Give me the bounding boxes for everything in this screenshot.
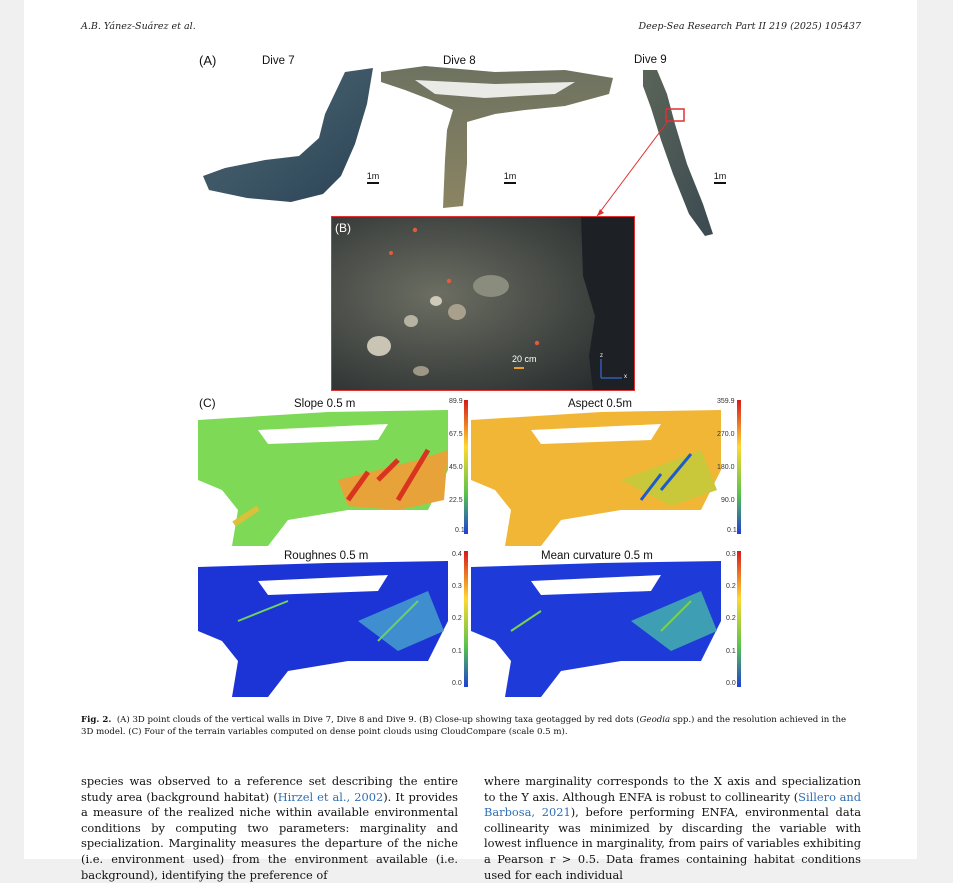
- panel-a-label: (A): [199, 53, 217, 68]
- roughness-colorbar: [464, 551, 468, 687]
- colorbar-tick: 45.0: [449, 464, 463, 471]
- dive-7-scale-bar: 1m: [365, 171, 381, 184]
- curvature-colorbar: [737, 551, 741, 687]
- dive-8-scale-bar: 1m: [502, 171, 518, 184]
- caption-text-2: spp.) and the resolution achieved in the 3D model. (C) Four of the terrain variables computed on dense point clouds using CloudCompare (scale 0.5 m).: [81, 715, 847, 737]
- dive-9-scale-bar: 1m: [712, 171, 728, 184]
- dive-9-point-cloud: [643, 70, 713, 236]
- colorbar-tick: 0.0: [452, 680, 462, 687]
- point-cloud-images: [195, 64, 735, 236]
- colorbar-tick: 0.0: [726, 680, 736, 687]
- colorbar-tick: 90.0: [721, 497, 735, 504]
- aspect-map: [471, 410, 726, 548]
- citation-hirzel-2002[interactable]: Hirzel et al., 2002: [277, 789, 384, 804]
- colorbar-tick: 0.1: [452, 648, 462, 655]
- colorbar-tick: 67.5: [449, 431, 463, 438]
- close-up-scale-label: 20 cm: [512, 354, 537, 364]
- body-column-left: [81, 774, 458, 883]
- dive-8-label: Dive 8: [443, 55, 476, 67]
- colorbar-tick: 0.3: [726, 551, 736, 558]
- colorbar-tick: 180.0: [717, 464, 735, 471]
- running-header-journal: Deep-Sea Research Part II 219 (2025) 105437: [638, 21, 861, 32]
- curvature-map: [471, 561, 726, 699]
- colorbar-tick: 0.1: [455, 527, 465, 534]
- body-right-text-1: where marginality corresponds to the X axis and specialization to the Y axis. Although ENFA is robust to collinearity (: [484, 774, 861, 804]
- aspect-map-title: Aspect 0.5m: [568, 398, 632, 410]
- colorbar-tick: 0.1: [727, 527, 737, 534]
- roughness-map: [198, 561, 453, 699]
- caption-label: Fig. 2.: [81, 715, 112, 725]
- roughness-map-title: Roughnes 0.5 m: [284, 550, 369, 562]
- caption-taxon: Geodia: [639, 715, 671, 725]
- colorbar-tick: 0.2: [726, 583, 736, 590]
- slope-map-title: Slope 0.5 m: [294, 398, 356, 410]
- body-left-text-2: ). It provides a measure of the realized niche within available environmental conditions by computing two parameters: marginality and specialization. Marginality measures the departure of the niche (i.e. environment used) from the environment available (i.e. background), identifying the preference of: [81, 789, 458, 882]
- slope-map: [198, 410, 453, 548]
- colorbar-tick: 0.2: [726, 615, 736, 622]
- body-right-text-2: ), before performing ENFA, environmental data collinearity was minimized by discarding the variable with lowest influence in marginality, from pairs of variables exhibiting a Pearson r > 0.5. Data frames containing habitat conditions used for each individual: [484, 805, 861, 882]
- colorbar-tick: 359.9: [717, 398, 735, 405]
- figure-caption: [81, 714, 861, 738]
- running-header-authors: A.B. Yánez-Suárez et al.: [81, 21, 196, 32]
- colorbar-tick: 270.0: [717, 431, 735, 438]
- colorbar-tick: 0.4: [452, 551, 462, 558]
- dive-7-label: Dive 7: [262, 55, 295, 67]
- citation-sillero-barbosa-2021[interactable]: Sillero and Barbosa, 2021: [484, 789, 861, 820]
- panel-c-label: (C): [199, 396, 216, 410]
- slope-colorbar: [464, 400, 468, 534]
- curvature-map-title: Mean curvature 0.5 m: [541, 550, 653, 562]
- colorbar-tick: 0.2: [452, 615, 462, 622]
- colorbar-tick: 0.3: [452, 583, 462, 590]
- colorbar-tick: 0.1: [726, 648, 736, 655]
- body-column-right: [484, 774, 861, 883]
- colorbar-tick: 89.9: [449, 398, 463, 405]
- dive-9-label: Dive 9: [634, 54, 667, 66]
- aspect-colorbar: [737, 400, 741, 534]
- close-up-photo: [331, 216, 635, 391]
- caption-text-1: (A) 3D point clouds of the vertical walls in Dive 7, Dive 8 and Dive 9. (B) Close-up showing taxa geotagged by red dots (: [116, 715, 640, 725]
- panel-b-label: (B): [335, 221, 351, 235]
- dive-7-point-cloud: [203, 68, 373, 202]
- axis-x-label: x: [624, 374, 627, 380]
- axis-z-label: z: [600, 353, 603, 359]
- colorbar-tick: 22.5: [449, 497, 463, 504]
- body-left-text-1: species was observed to a reference set describing the entire study area (background habitat) (: [81, 774, 458, 804]
